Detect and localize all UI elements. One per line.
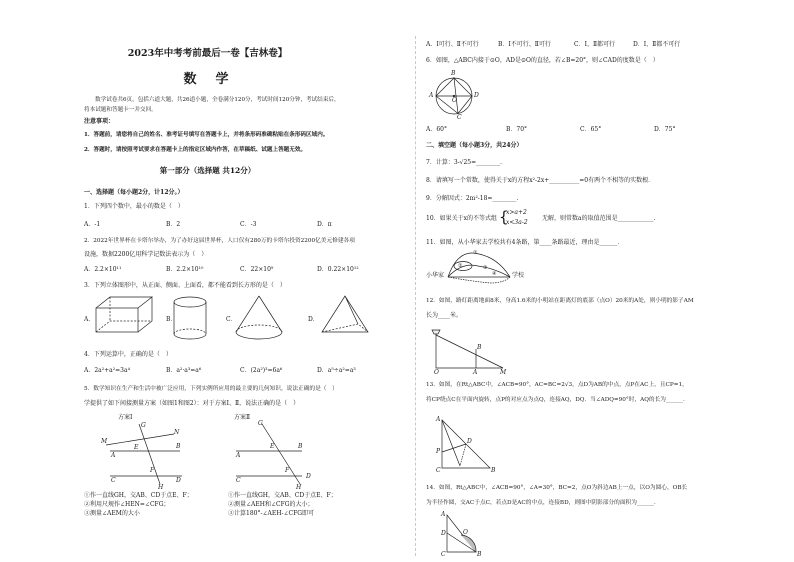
q6-option-b: B．70° [506,126,528,133]
q5-p1-label-f: F [150,467,155,474]
q5-option-d: D．Ⅰ、Ⅱ都不可行 [633,41,681,48]
q9-text: 9．分解因式：2m²-18=________. [426,195,519,202]
q3-option-c: C． [226,316,237,323]
intro-line-1: 数学试卷共6页，包括六道大题，共26道小题，全卷满分120分，考试时间120分钟，考试结束后， [95,97,340,103]
q6-stem: 6．如图，△ABC内接于⊙O，AD是⊙O的直径，若∠B=20°，则∠CAD的度数是（ ） [426,57,659,64]
q6-label-b: B [451,70,456,77]
q11-path-2: ② [458,263,463,269]
q5-option-a: A．Ⅰ可行、Ⅱ不可行 [426,41,479,48]
q5-p1-label-c: C [111,477,116,484]
q14-label-b: B [477,551,482,558]
q2-line-1: 2．2022年世界杯在卡塔尔举办，为了办好这届世界杯，人口仅有280万的卡塔尔投资2200亿美元修建各项 [84,238,355,244]
q4-option-b: B．a²·a³=a⁶ [166,367,202,374]
q5-p1-label-d: D [176,477,181,484]
q13-label-b: B [491,467,496,474]
q5-p1-label-m: M [101,438,108,445]
q13-label-a: A [436,416,441,423]
q11-text: 11．如图，从小华家去学校共有4条路，第____条路最近，理由是______． [426,239,624,246]
q5-plan2-step-1: ①作一直线GH，交AB、CD于点E、F； [228,492,337,499]
q13-label-d: D [467,438,472,445]
q2-option-a: A．2.2×10¹¹ [84,266,122,273]
q14-label-c: C [441,551,446,558]
q5-plan1-step-3: ③测量∠AEM的大小 [84,510,140,517]
q14-line-1: 14．如图，Rt△ABC中，∠ACB=90°，∠A=30°，BC=2，点O为斜边AB上一点，以O为圆心，OB长 [426,485,688,491]
q6-label-o: O [452,97,457,104]
q5-line-2: 学提供了如下间接测量方案（如图1和图2）：对于方案Ⅰ、Ⅱ，说法正确的是（ ） [84,400,300,407]
q5-p1-label-e: E [134,444,139,451]
q6-label-d: D [474,92,479,99]
q5-p2-label-h: H [296,484,302,491]
q5-p1-label-h: H [158,484,164,491]
q7-text: 7．计算：3-√25=________. [426,159,503,166]
q5-p1-label-g: G [141,422,146,429]
q14-label-a: A [441,511,446,518]
q5-p2-label-g: G [258,420,263,427]
q5-plan1-label: 方案Ⅰ [118,414,133,421]
q5-p1-label-a: A [111,452,116,459]
q5-plan2-label: 方案Ⅱ [234,414,251,421]
q5-p2-label-e: E [270,443,275,450]
q2-option-c: C．22×10⁹ [240,266,274,273]
q11-label-home: 小华家 [426,272,445,279]
q6-label-c: C [457,114,462,121]
notice-1: 1．答题前，请您将自己的姓名、准考证号填写在答题卡上，并将条形码准确粘贴在条形码区域内。 [84,132,329,138]
q8-text: 8．请填写一个常数，使得关于x的方程x²-2x+__________=0有两个不相等的实数根． [426,177,655,184]
q4-option-c: C．(2a²)³=6a⁶ [240,367,283,374]
q12-line-2: 长为____米。 [426,312,463,319]
q6-option-d: D．75° [654,126,676,133]
q11-path-1: ① [473,250,478,256]
q13-line-2: 将CP绕点C在平面内旋转，点P的对应点为点Q，连接AQ，DQ．当∠ADQ=90°时，AQ的长为______． [426,397,689,403]
q10-suffix: 无解，则常数a的取值范围是____________. [542,215,656,222]
q11-path-3: ③ [483,265,488,271]
q14-label-o: O [463,529,468,536]
q2-option-d: D．0.22×10¹² [317,266,359,273]
q5-option-b: B．Ⅰ不可行、Ⅱ可行 [498,41,551,48]
q1-option-b: B．2 [166,221,181,228]
q3-option-b: B． [166,316,177,323]
q5-line-1: 5．数学知识在生产和生活中被广泛应用，下列实例所应用的最主要的几何知识，说法正确的是（ ） [84,386,338,392]
q12-label-m: M [500,369,507,376]
q6-option-a: A．60° [426,126,447,133]
q14-label-d: D [441,530,446,537]
q2-line-2: 设施，数据2200亿用科学记数法表示为（ ） [84,251,208,258]
q5-plan1-step-2: ②利用尺规作∠HEN=∠CFG； [84,501,170,508]
q14-line-2: 为半径作圆，交AC于点C，若点D是AC的中点，连接BD，则图中阴影部分的面积为______． [426,500,660,506]
q11-label-school: 学校 [512,272,525,279]
q13-line-1: 13．如图，在Rt△ABC中，∠ACB=90°，AC=BC=2√3，点D为AB的中点，点P在AC上，且CP=1， [426,382,688,388]
part1-title: 第一部分（选择题 共12分） [159,166,256,175]
q5-plan2-step-2: ②测量∠AEH和∠CFG的大小； [228,501,314,508]
q5-p2-label-c: C [236,477,241,484]
q11-path-4: ④ [492,271,497,277]
q1-option-c: C．-3 [240,221,257,228]
q3-stem: 3．下列立体图形中，从正面、侧面、上面看，都不能看到长方形的是（ ） [84,282,286,289]
notice-2: 2．答题时，请按照考试要求在答题卡上的指定区域内作答，在草稿纸、试题上答题无效。 [84,147,307,153]
q4-option-d: D．a⁵÷a²=a³ [317,367,356,374]
q12-label-b: B [477,344,482,351]
q6-option-c: C．65° [580,126,602,133]
q1-stem: 1．下列四个数中，最小的数是（ ） [84,203,184,210]
q4-stem: 4．下列运算中，正确的是（ ） [84,351,172,358]
q5-p2-label-a: A [236,452,241,459]
q10-ineq-2: x<3a-2 [506,219,528,226]
q5-p1-label-n: N [174,429,180,436]
q5-option-c: C．Ⅰ、Ⅱ都可行 [574,41,616,48]
q5-p2-label-f: F [285,467,290,474]
q10-brace: { [499,208,509,226]
subject-title: 数 学 [183,72,232,87]
exam-title: 2023年中考考前最后一卷【吉林卷】 [127,48,288,59]
q5-p2-label-d: D [306,473,311,480]
q1-option-d: D．π [317,221,332,228]
q3-option-a: A． [84,316,95,323]
q5-plan2-step-3: ③计算180°-∠AEH-∠CFG即可 [228,510,315,517]
q10-prefix: 10．如果关于x的不等式组 [426,215,498,222]
q13-label-c: C [436,467,441,474]
section2-heading: 二、填空题（每小题3分，共24分） [426,142,523,149]
q2-option-b: B．2.2×10¹⁰ [166,266,204,273]
q5-p1-label-b: B [176,443,181,450]
section1-heading: 一、选择题（每小题2分，计12分。） [84,189,184,196]
q10-ineq-1: x>a+2 [506,209,527,216]
q5-plan1-step-1: ①作一直线GH，交AB、CD于点E、F； [84,492,193,499]
q5-p2-label-b: B [298,443,303,450]
notice-heading: 注意事项： [84,118,115,125]
q12-label-o: O [434,369,439,376]
q12-line-1: 12．如图，路灯距离地面8米，身高1.6米的小明站在距离灯的底部（点O）20米的A处，则小明的影子AM [426,298,694,304]
q3-option-d: D． [308,316,319,323]
q12-label-a: A [473,369,478,376]
q4-option-a: A．2a²+a²=3a⁴ [84,367,130,374]
intro-line-2: 将本试题和答题卡一并交回。 [84,107,157,113]
q1-option-a: A．-1 [84,221,101,228]
q6-label-a: A [429,92,434,99]
q13-label-p: P [436,448,441,455]
